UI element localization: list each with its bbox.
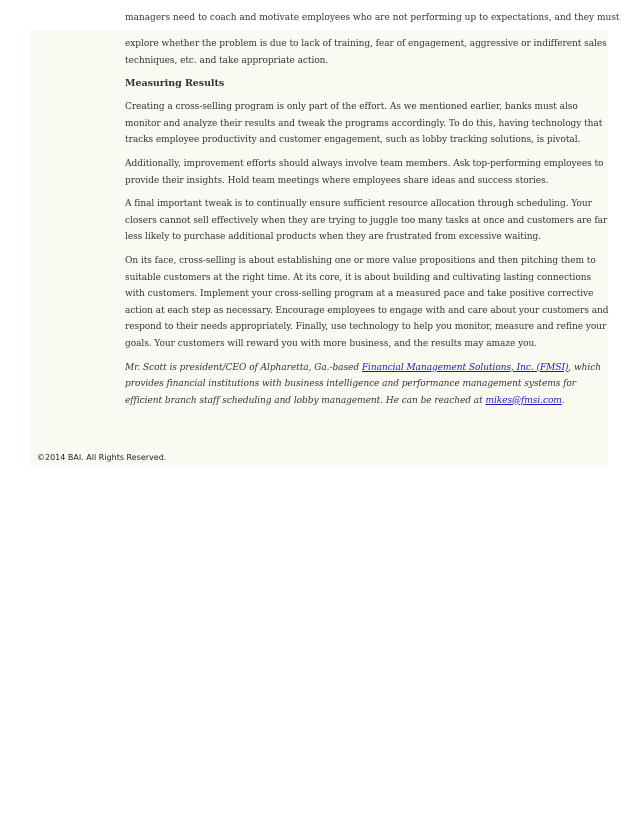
measuring-paragraph: Creating a cross-selling program is only part of the effort. As we mentioned earlier, banks must also monitor and analyze their results and tweak the programs accordingly. To do this, having technology that tracks employee productivity and customer engagement, such as lobby tracking solutions, is pivotal. <box>125 102 603 146</box>
section-heading-measuring-results: Measuring Results <box>125 78 225 90</box>
improvement-paragraph: Additionally, improvement efforts should always involve team members. Ask top-performing employees to provide their insights. Hold team meetings where employees share ideas and success stories. <box>125 158 604 186</box>
article-body <box>125 36 611 416</box>
bio-text-before: Mr. Scott is president/CEO of Alpharetta, Ga.-based <box>125 362 362 373</box>
copyright-footer: ©2014 BAI. All Rights Reserved. <box>37 453 167 462</box>
intro-paragraph-tail: explore whether the problem is due to lack of training, fear of engagement, aggressive or indifferent sales techniques, etc. and take appropriate action. <box>125 39 607 66</box>
email-link[interactable]: mikes@fmsi.com <box>485 395 562 406</box>
clipped-previous-line <box>125 13 620 27</box>
clipped-line-text: managers need to coach and motivate employees who are not performing up to expectations, and they must <box>125 13 620 23</box>
conclusion-paragraph: On its face, cross-selling is about establishing one or more value propositions and then pitching them to suitable customers at the right time. At its core, it is about building and cultivating lasting connections with customers. Implement your cross-selling program at a measured pace and take positive corrective action at each step as necessary. Encourage employees to engage with and care about your customers and respond to their needs appropriately. Finally, use technology to help you monitor, measure and refine your goals. Your customers will reward you with more business, and the results may amaze you. <box>125 255 609 349</box>
author-bio <box>125 360 611 410</box>
company-link[interactable]: Financial Management Solutions, Inc. (FMSI) <box>361 362 569 373</box>
bio-text-after: . <box>561 395 565 406</box>
resource-allocation-paragraph: A final important tweak is to continually ensure sufficient resource allocation through scheduling. Your closers cannot sell effectively when they are trying to juggle too many tasks at once and customers are far less likely to purchase additional products when they are frustrated from excessive waiting. <box>125 199 608 243</box>
bio-text-middle: , which provides financial institutions with business intelligence and performance management systems for efficient branch staff scheduling and lobby management. He can be reached at <box>125 362 601 406</box>
